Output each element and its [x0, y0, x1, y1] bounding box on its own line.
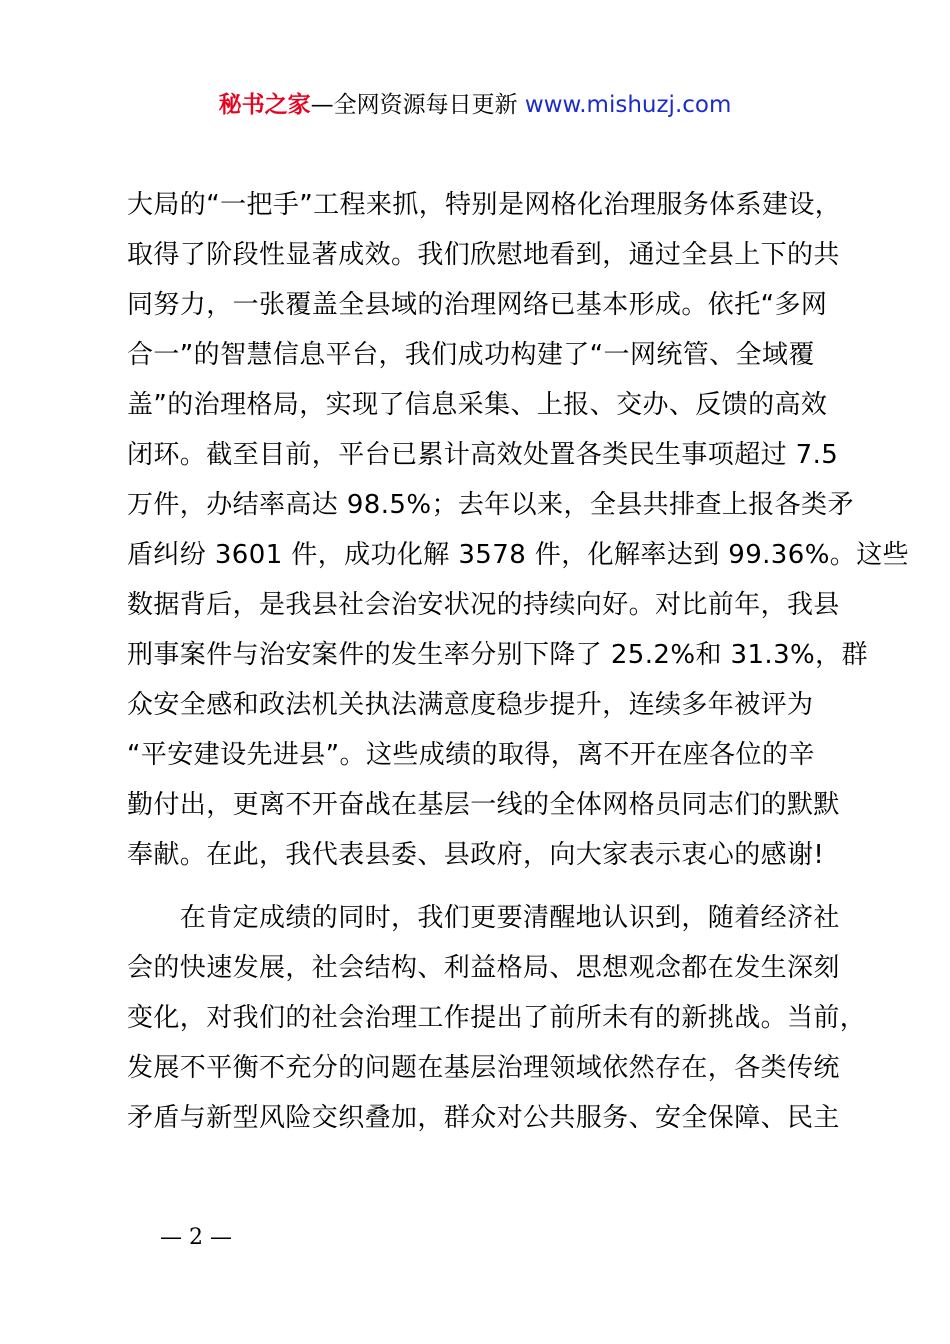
text-line: 盾纠纷 3601 件，成功化解 3578 件，化解率达到 99.36%。这些	[127, 540, 909, 570]
document-body	[127, 180, 909, 1143]
paragraph-2	[127, 893, 867, 1143]
text-line: 数据背后，是我县社会治安状况的持续向好。对比前年，我县	[127, 590, 840, 620]
text-line: 奉献。在此，我代表县委、县政府，向大家表示衷心的感谢!	[127, 840, 825, 870]
text-line: 变化，对我们的社会治理工作提出了前所未有的新挑战。当前，	[127, 1003, 867, 1033]
header-tagline: —全网资源每日更新	[310, 92, 518, 118]
text-line: 取得了阶段性显著成效。我们欣慰地看到，通过全县上下的共	[127, 240, 840, 270]
text-line: 大局的“一把手”工程来抓，特别是网格化治理服务体系建设，	[127, 190, 842, 220]
paragraph-gap	[127, 880, 842, 893]
text-line: 刑事案件与治安案件的发生率分别下降了 25.2%和 31.3%，群	[127, 640, 868, 670]
text-line: 万件，办结率高达 98.5%；去年以来，全县共排查上报各类矛	[127, 490, 854, 520]
site-url-link[interactable]: www.mishuzj.com	[524, 92, 732, 118]
text-line: 盖”的治理格局，实现了信息采集、上报、交办、反馈的高效	[127, 390, 828, 420]
text-line: 在肯定成绩的同时，我们更要清醒地认识到，随着经济社	[127, 903, 840, 933]
text-line: 闭环。截至目前，平台已累计高效处置各类民生事项超过 7.5	[127, 440, 839, 470]
site-header	[0, 88, 950, 122]
text-line: 同努力，一张覆盖全县域的治理网络已基本形成。依托“多网	[127, 290, 828, 320]
brand-name: 秘书之家	[218, 92, 311, 118]
page-number: — 2 —	[160, 1225, 232, 1250]
text-line: 矛盾与新型风险交织叠加，群众对公共服务、安全保障、民主	[127, 1103, 840, 1133]
paragraph-1	[127, 180, 909, 880]
text-line: 勤付出，更离不开奋战在基层一线的全体网格员同志们的默默	[127, 790, 840, 820]
text-line: 发展不平衡不充分的问题在基层治理领域依然存在，各类传统	[127, 1053, 840, 1083]
text-line: 会的快速发展，社会结构、利益格局、思想观念都在发生深刻	[127, 953, 840, 983]
text-line: “平安建设先进县”。这些成绩的取得，离不开在座各位的辛	[127, 740, 815, 770]
text-line: 众安全感和政法机关执法满意度稳步提升，连续多年被评为	[127, 690, 814, 720]
text-line: 合一”的智慧信息平台，我们成功构建了“一网统管、全域覆	[127, 340, 815, 370]
